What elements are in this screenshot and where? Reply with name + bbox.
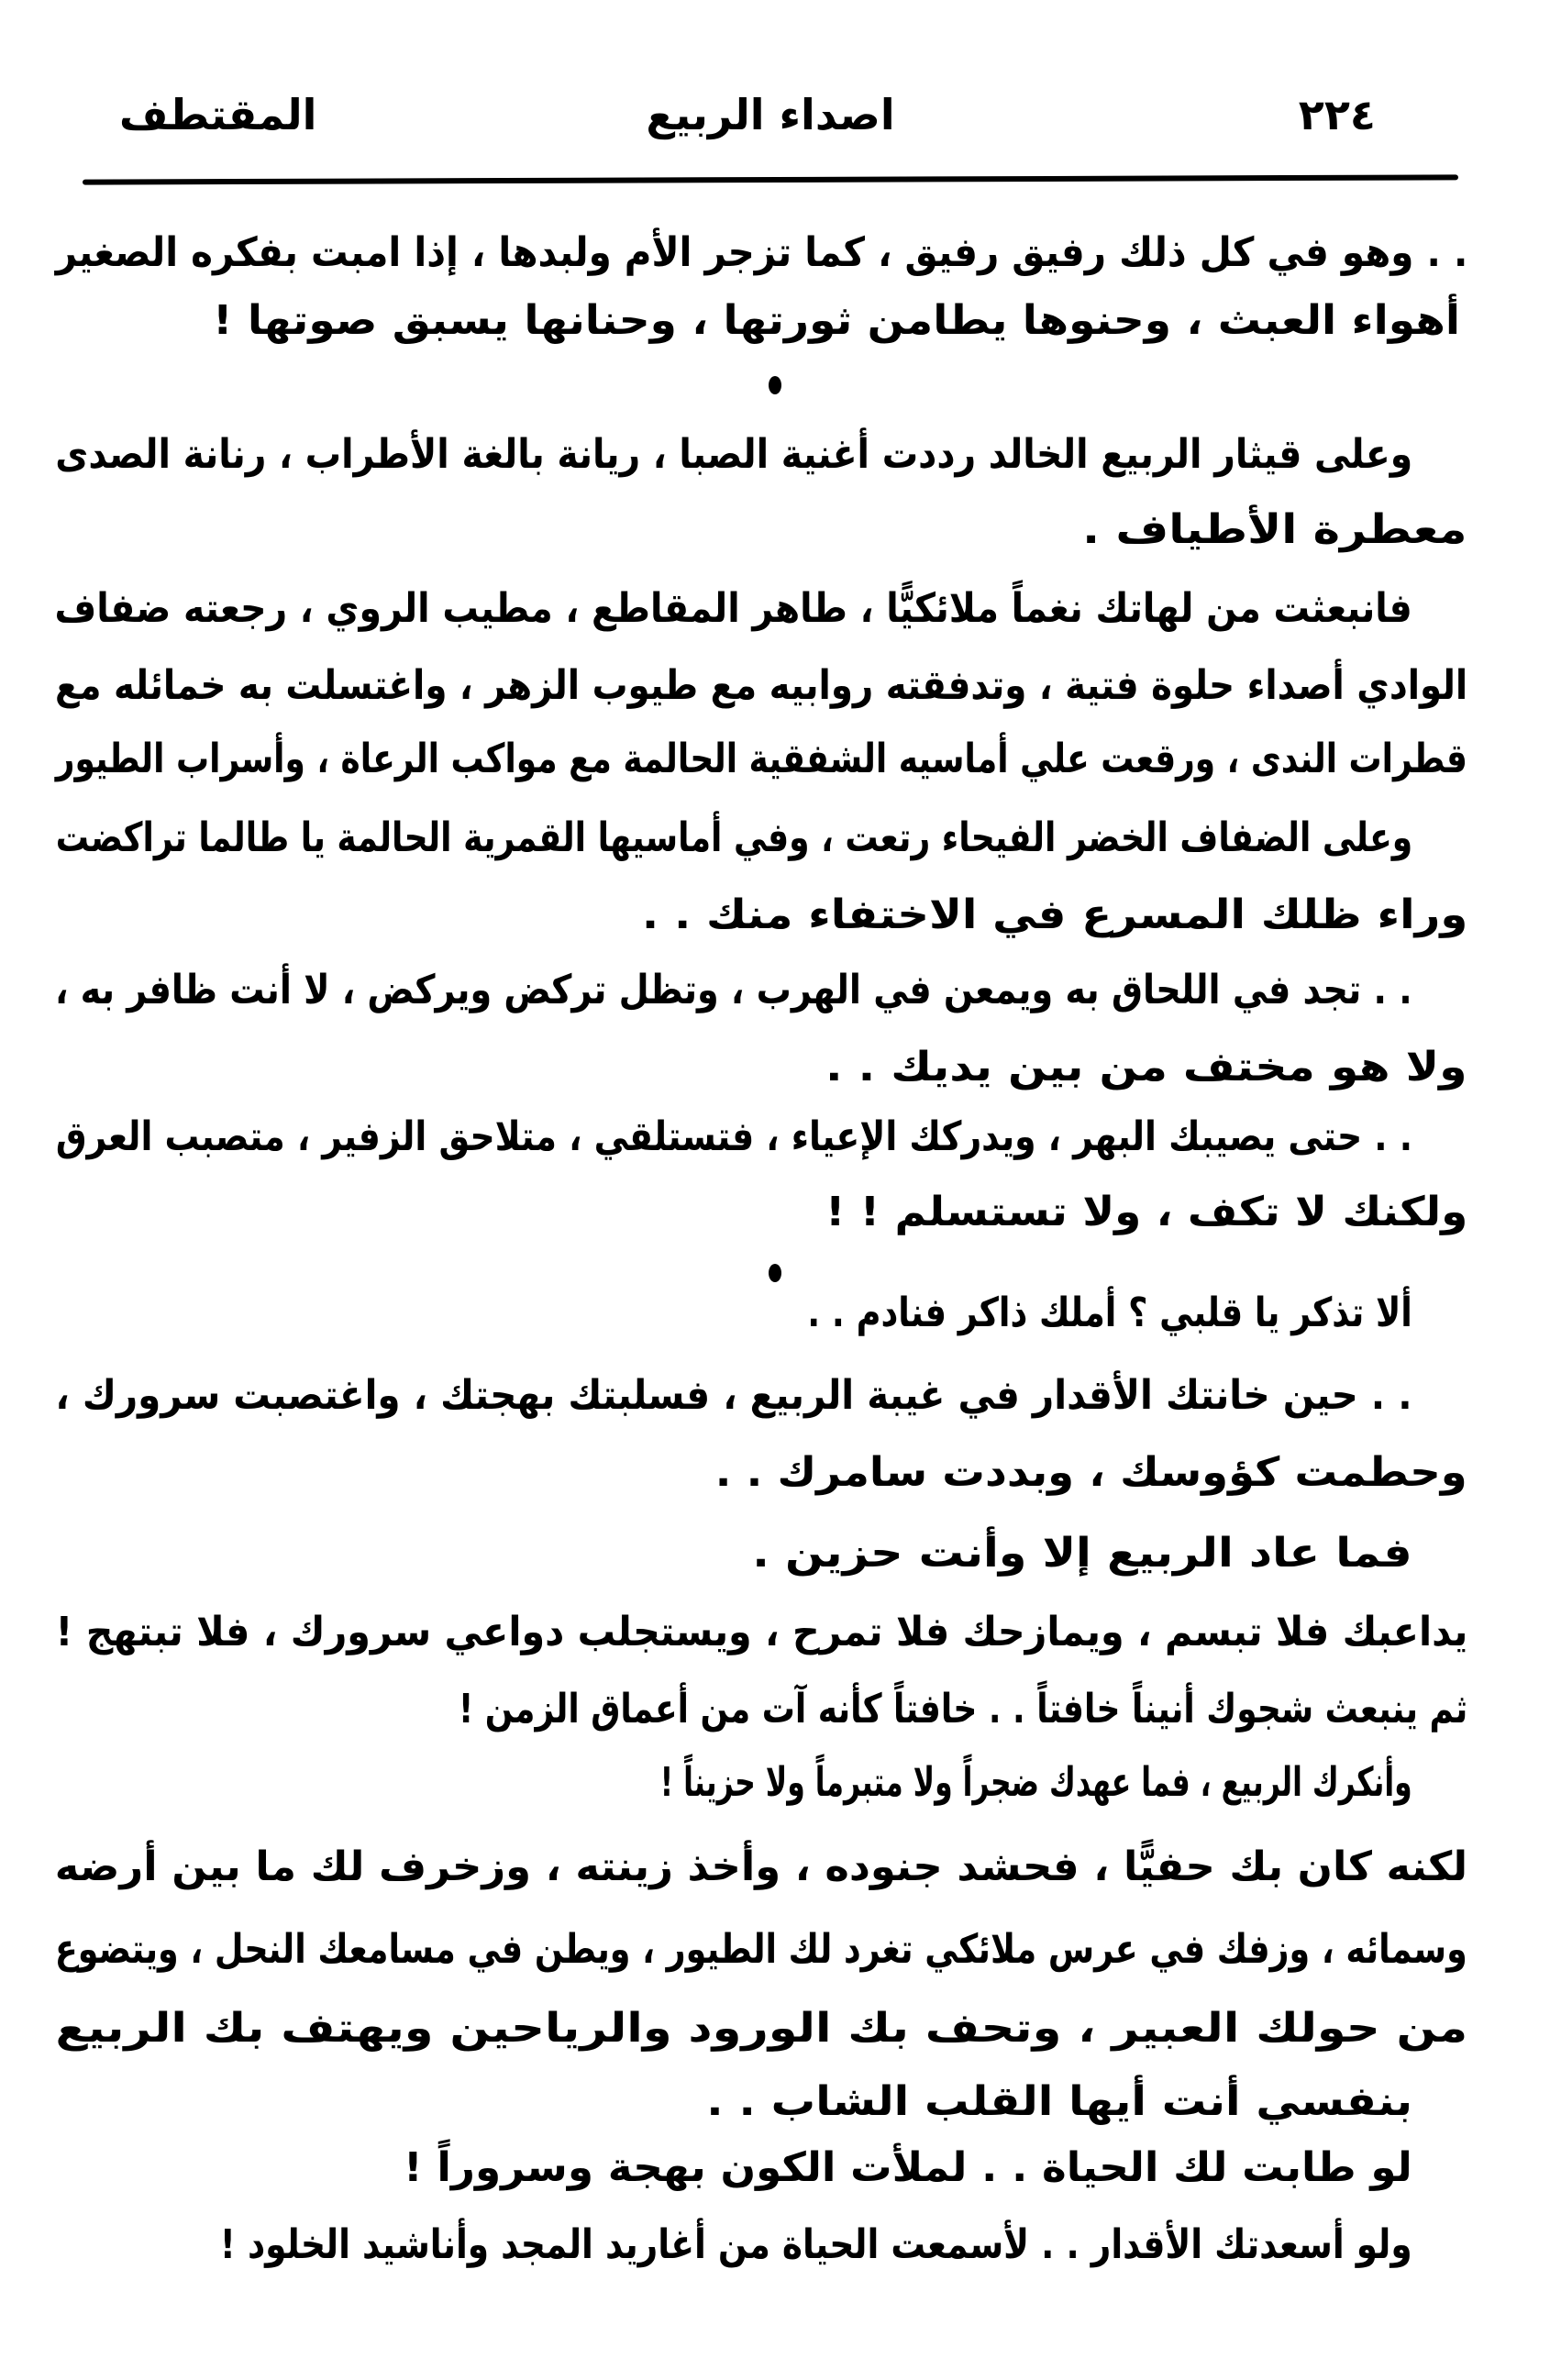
text-line: يداعبك فلا تبسم ، ويمازحك فلا تمرح ، ويستجلب دواعي سرورك ، فلا تبتهج ! <box>55 1609 1467 1655</box>
text-line: وسمائه ، وزفك في عرس ملائكي تغرد لك الطيور ، ويطن في مسامعك النحل ، ويتضوع <box>55 1926 1467 1973</box>
text-line: ألا تذكر يا قلبي ؟ أملك ذاكر فنادم . . <box>807 1290 1412 1336</box>
text-line: وأنكرك الربيع ، فما عهدك ضجراً ولا متبرماً ولا حزيناً ! <box>660 1759 1412 1806</box>
text-line: قطرات الندى ، ورقعت علي أماسيه الشفقية الحالمة مع مواكب الرعاة ، وأسراب الطيور <box>55 736 1467 782</box>
text-line: وحطمت كؤوسك ، وبددت سامرك . . <box>715 1449 1467 1496</box>
text-line: أهواء العبث ، وحنوها يطامن ثورتها ، وحنانها يسبق صوتها ! <box>212 297 1460 344</box>
text-line: . . حين خانتك الأقدار في غيبة الربيع ، فسلبتك بهجتك ، واغتصبت سرورك ، <box>55 1372 1412 1419</box>
text-line: ولكنك لا تكف ، ولا تستسلم ! ! <box>825 1189 1467 1235</box>
text-line: ثم ينبعث شجوك أنيناً خافتاً . . خافتاً كأنه آت من أعماق الزمن ! <box>458 1686 1467 1732</box>
section-separator-bullet-icon <box>769 1264 781 1282</box>
text-line: وراء ظلك المسرع في الاختفاء منك . . <box>641 891 1467 938</box>
header-rule <box>83 174 1458 184</box>
text-line: الوادي أصداء حلوة فتية ، وتدفقته روابيه مع طيوب الزهر ، واغتسلت به خمائله مع <box>54 662 1467 709</box>
text-line: وعلى قيثار الربيع الخالد رددت أغنية الصبا ، ريانة بالغة الأطراب ، رنانة الصدى <box>55 431 1412 478</box>
journal-name: المقتطف <box>119 90 317 139</box>
page-number: ٢٢٤ <box>1298 90 1376 139</box>
text-line: ولو أسعدتك الأقدار . . لأسمعت الحياة من أغاريد المجد وأناشيد الخلود ! <box>220 2221 1412 2268</box>
text-line: . . تجد في اللحاق به ويمعن في الهرب ، وتظل تركض ويركض ، لا أنت ظافر به ، <box>55 967 1412 1013</box>
text-line: فانبعثت من لهاتك نغماً ملائكيًّا ، طاهر المقاطع ، مطيب الروي ، رجعته ضفاف <box>54 585 1412 632</box>
text-line: بنفسي أنت أيها القلب الشاب . . <box>706 2078 1412 2125</box>
text-line: . . حتى يصيبك البهر ، ويدركك الإعياء ، فتستلقي ، متلاحق الزفير ، متصبب العرق <box>55 1113 1412 1160</box>
text-line: فما عاد الربيع إلا وأنت حزين . <box>752 1530 1412 1577</box>
text-line: ولا هو مختف من بين يديك . . <box>825 1044 1467 1090</box>
text-line: معطرة الأطياف . <box>1082 506 1467 553</box>
section-separator-bullet-icon <box>769 376 781 394</box>
text-line: . . وهو في كل ذلك رفيق رفيق ، كما تزجر الأم ولبدها ، إذا امبت بفكره الصغير <box>55 229 1467 276</box>
text-line: لو طابت لك الحياة . . لملأت الكون بهجة وسروراً ! <box>404 2144 1412 2191</box>
text-line: لكنه كان بك حفيًّا ، فحشد جنوده ، وأخذ زينته ، وزخرف لك ما بين أرضه <box>54 1843 1467 1890</box>
text-line: وعلى الضفاف الخضر الفيحاء رتعت ، وفي أماسيها القمرية الحالمة يا طالما تراكضت <box>55 814 1412 861</box>
article-title: اصداء الربيع <box>646 90 895 139</box>
text-line: من حولك العبير ، وتحف بك الورود والرياحين ويهتف بك الربيع <box>55 2005 1467 2052</box>
running-header <box>83 87 1458 151</box>
